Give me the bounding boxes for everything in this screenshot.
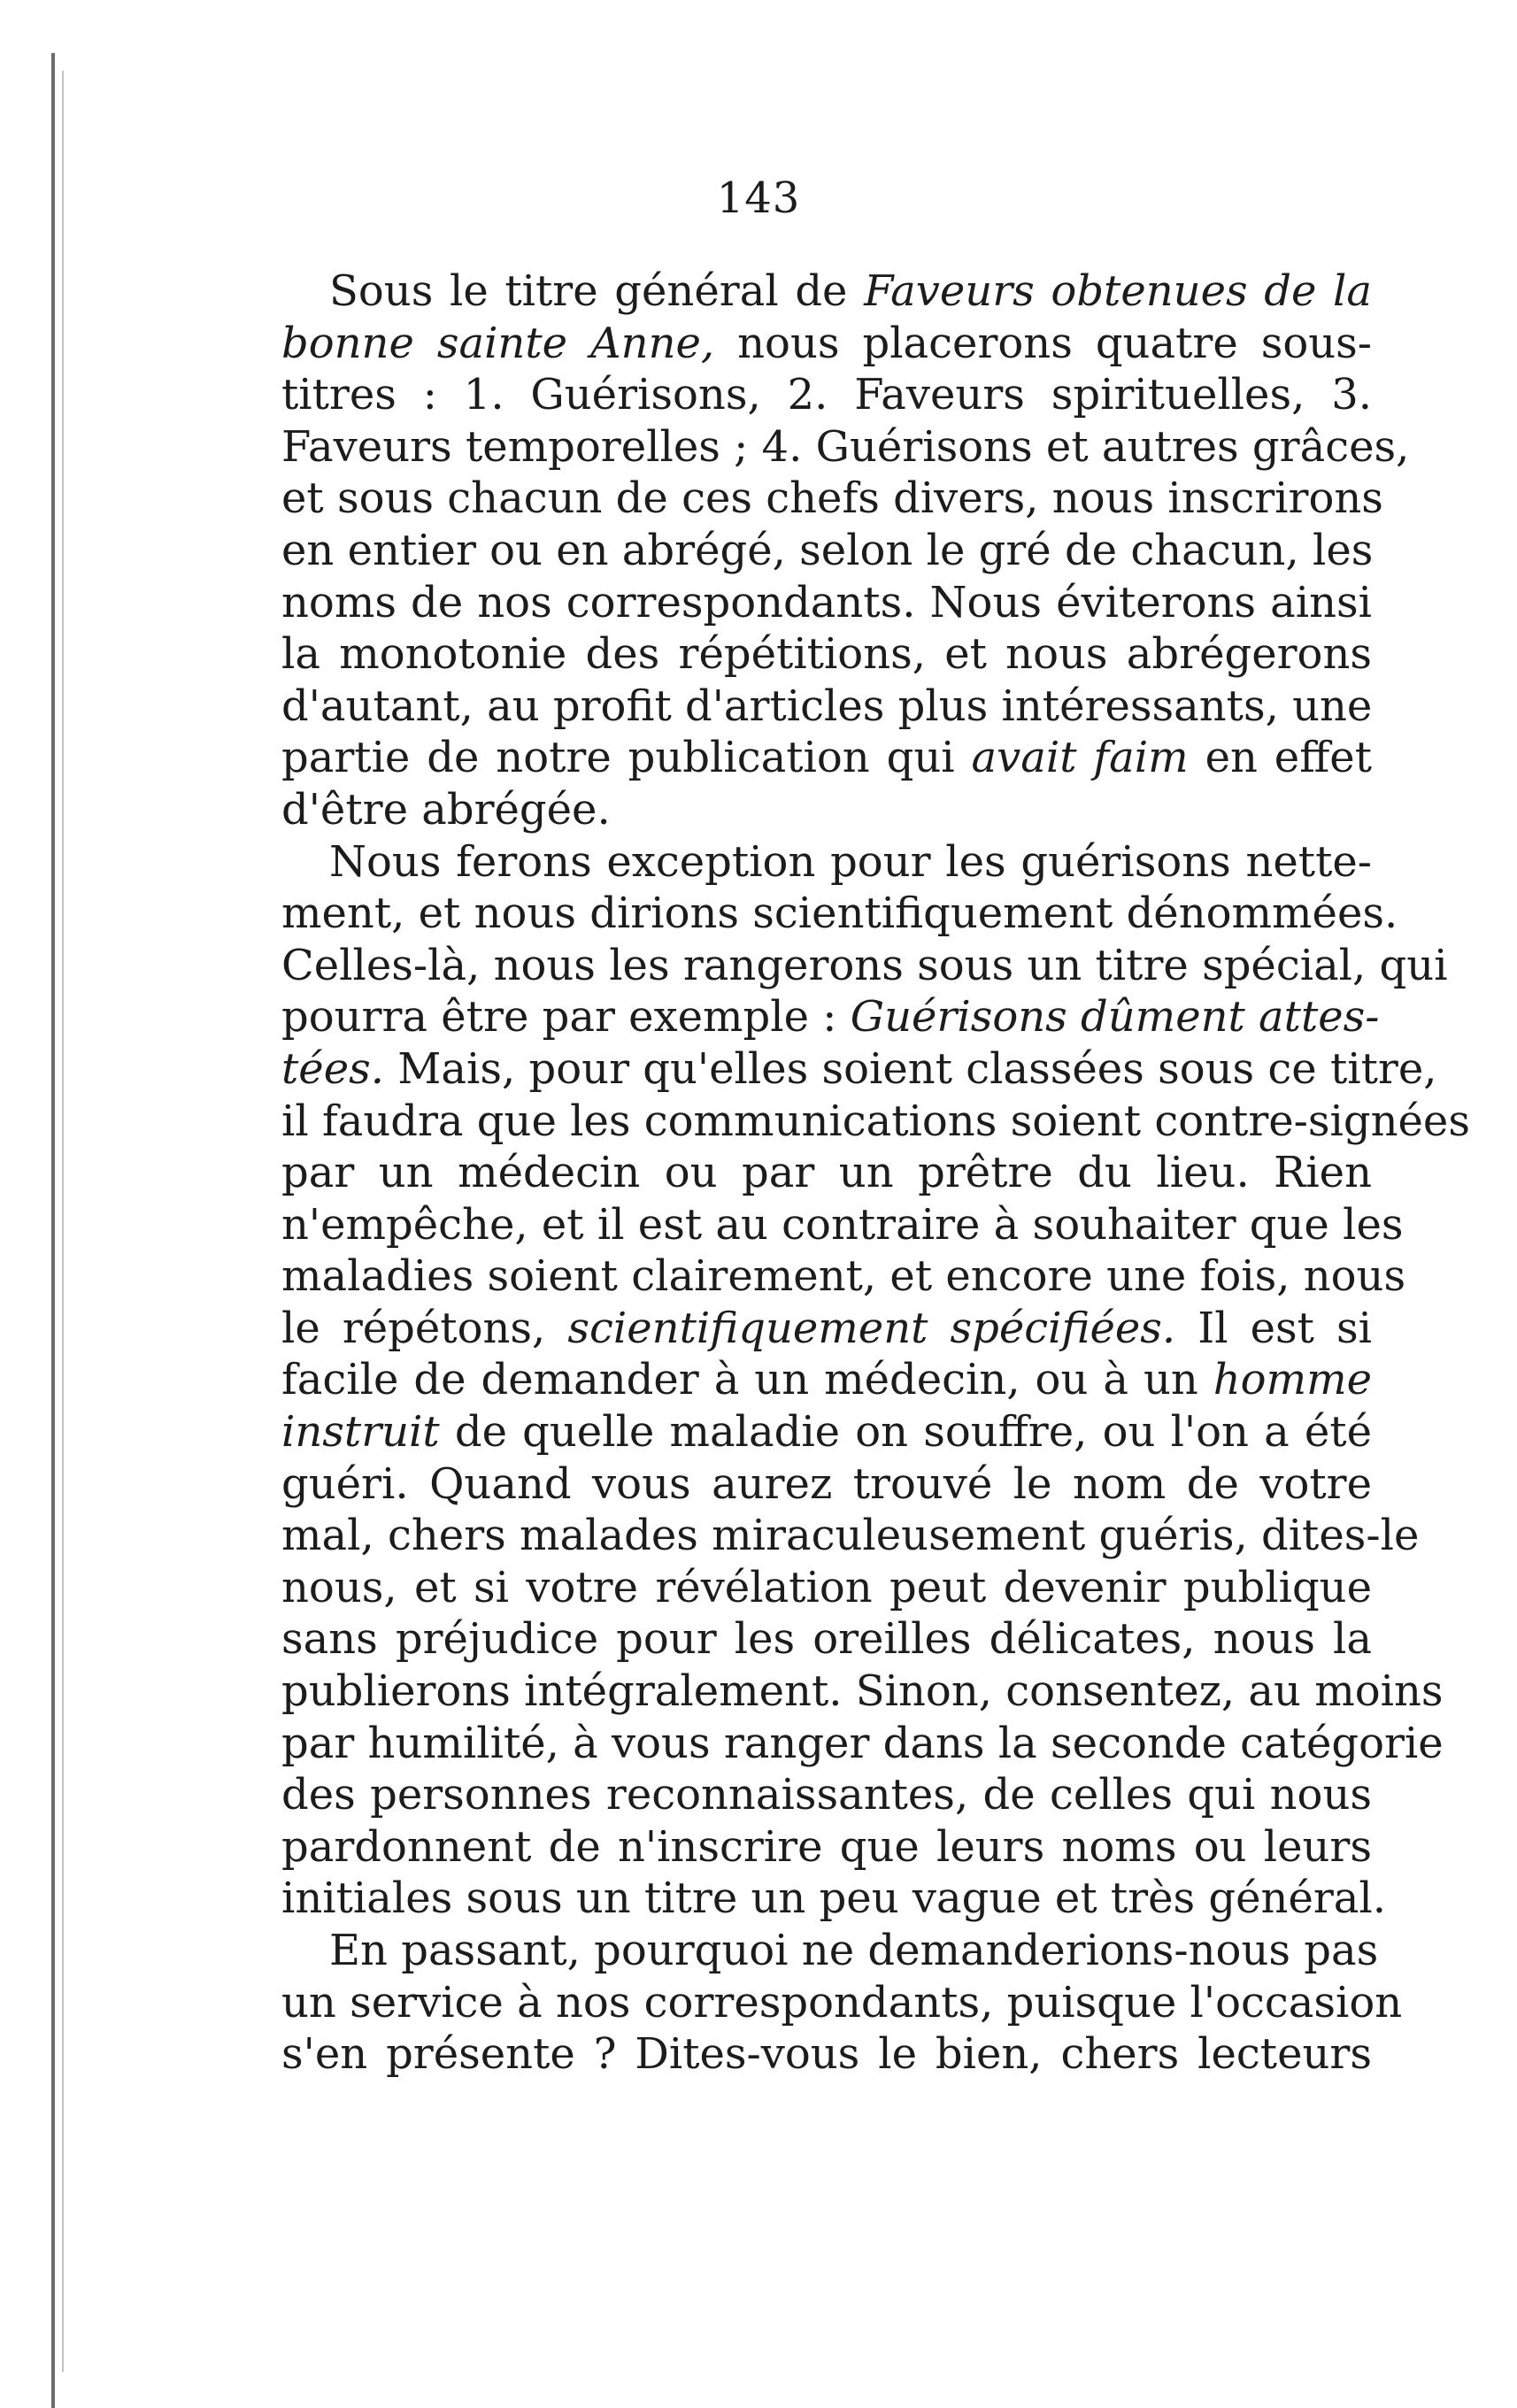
binding-edge-shadow <box>62 71 64 2372</box>
text-run: nous placerons quatre sous- <box>714 318 1372 368</box>
text-line <box>281 1769 1372 1821</box>
binding-edge <box>51 53 55 2408</box>
text-run: nous, et si votre révélation peut devenir publique <box>281 1562 1372 1612</box>
text-run: d'autant, au profit d'articles plus intéressants, une <box>281 681 1373 731</box>
text-line <box>281 1925 1379 1977</box>
text-run: Il est si <box>1175 1303 1373 1353</box>
text-run: n'empêche, et il est au contraire à souhaiter que les <box>281 1199 1404 1250</box>
text-run: de quelle maladie on souffre, ou l'on a été <box>439 1407 1372 1458</box>
text-run: il faudra que les communications soient contre-signées <box>281 1096 1470 1146</box>
text-run: initiales sous un titre un peu vague et très général. <box>281 1873 1387 1924</box>
text-line <box>281 1354 1372 1406</box>
text-line <box>281 888 1398 940</box>
text-line <box>281 1147 1372 1199</box>
text-line <box>281 940 1448 992</box>
text-run: titres : 1. Guérisons, 2. Faveurs spirituelles, 3. <box>281 370 1372 420</box>
text-run: des personnes reconnaissantes, de celles qui nous <box>281 1770 1372 1820</box>
text-line <box>281 421 1410 473</box>
text-line <box>281 1873 1387 1925</box>
paragraph <box>281 1925 1403 2081</box>
italic-text-run: Faveurs obtenues de la <box>864 266 1372 316</box>
text-run: d'être abrégée. <box>281 784 611 835</box>
text-run: Sous le titre général de <box>329 266 865 316</box>
text-run: mal, chers malades miraculeusement guéris, dites-le <box>281 1511 1420 1561</box>
text-line <box>281 1303 1372 1355</box>
text-run: maladies soient clairement, et encore une fois, nous <box>281 1251 1406 1302</box>
text-run: noms de nos correspondants. Nous éviterons ainsi <box>281 577 1372 627</box>
italic-text-run: bonne sainte Anne, <box>281 318 715 368</box>
text-run: en entier ou en abrégé, selon le gré de chacun, les <box>281 525 1374 575</box>
text-run: en effet <box>1188 733 1372 783</box>
text-run: un service à nos correspondants, puisque l'occasion <box>281 1977 1403 2027</box>
text-line <box>281 1666 1444 1718</box>
text-line <box>281 1821 1372 1873</box>
text-run: Faveurs temporelles ; 4. Guérisons et autres grâces, <box>281 421 1410 472</box>
italic-text-run: instruit <box>281 1407 440 1458</box>
text-run: la monotonie des répétitions, et nous abrégerons <box>281 629 1372 680</box>
paragraph <box>281 265 1410 836</box>
text-run: Nous ferons exception pour les guérisons nette- <box>329 836 1372 887</box>
text-line <box>281 1250 1406 1303</box>
text-line <box>281 369 1372 421</box>
text-line <box>281 525 1372 577</box>
text-line <box>281 318 1372 370</box>
page-number: 143 <box>716 173 801 223</box>
text-line <box>281 991 1380 1043</box>
text-line <box>281 1562 1372 1614</box>
text-run: facile de demander à un médecin, ou à un <box>281 1355 1213 1405</box>
text-run: par un médecin ou par un prêtre du lieu. Rien <box>281 1148 1372 1198</box>
text-run: pourra être par exemple : <box>281 992 851 1042</box>
text-line <box>281 2028 1372 2081</box>
text-line <box>281 1199 1404 1251</box>
text-line <box>281 836 1372 889</box>
text-run: s'en présente ? Dites-vous le bien, chers lecteurs <box>281 2029 1372 2080</box>
text-line <box>281 1406 1372 1458</box>
italic-text-run: tées. <box>281 1043 384 1094</box>
text-run: guéri. Quand vous aurez trouvé le nom de votre <box>281 1458 1372 1509</box>
text-line <box>281 1096 1470 1148</box>
text-line <box>281 1043 1437 1096</box>
text-line <box>281 628 1372 681</box>
text-run: par humilité, à vous ranger dans la seconde catégorie <box>281 1718 1444 1768</box>
text-line <box>281 1977 1403 2029</box>
text-run: et sous chacun de ces chefs divers, nous inscrirons <box>281 473 1383 524</box>
text-run: sans préjudice pour les oreilles délicates, nous la <box>281 1614 1372 1665</box>
italic-text-run: Guérisons dûment attes- <box>850 992 1380 1042</box>
text-run: le répétons, <box>281 1303 568 1353</box>
text-line <box>281 265 1372 318</box>
paragraph <box>281 836 1470 1925</box>
text-line <box>281 1718 1444 1770</box>
text-line <box>281 681 1372 733</box>
text-run: En passant, pourquoi ne demanderions-nous pas <box>329 1926 1379 1975</box>
text-line <box>281 1510 1420 1562</box>
italic-text-run: homme <box>1213 1355 1372 1405</box>
text-line <box>281 577 1372 629</box>
italic-text-run: avait faim <box>971 733 1189 783</box>
text-run: ment, et nous dirions scientifiquement dénommées. <box>281 889 1398 939</box>
italic-text-run: scientifiquement spécifiées. <box>567 1303 1176 1353</box>
text-line <box>281 1458 1372 1511</box>
text-run: pardonnent de n'inscrire que leurs noms ou leurs <box>281 1821 1372 1872</box>
text-line <box>281 1613 1372 1666</box>
text-line <box>281 732 1372 784</box>
text-run: Celles-là, nous les rangerons sous un titre spécial, qui <box>281 940 1448 990</box>
text-run: Mais, pour qu'elles soient classées sous ce titre, <box>384 1043 1437 1094</box>
text-run: publierons intégralement. Sinon, consentez, au moins <box>281 1666 1444 1717</box>
text-line <box>281 784 1372 836</box>
text-line <box>281 473 1383 525</box>
text-run: partie de notre publication qui <box>281 733 972 783</box>
body-text <box>281 265 1470 2081</box>
